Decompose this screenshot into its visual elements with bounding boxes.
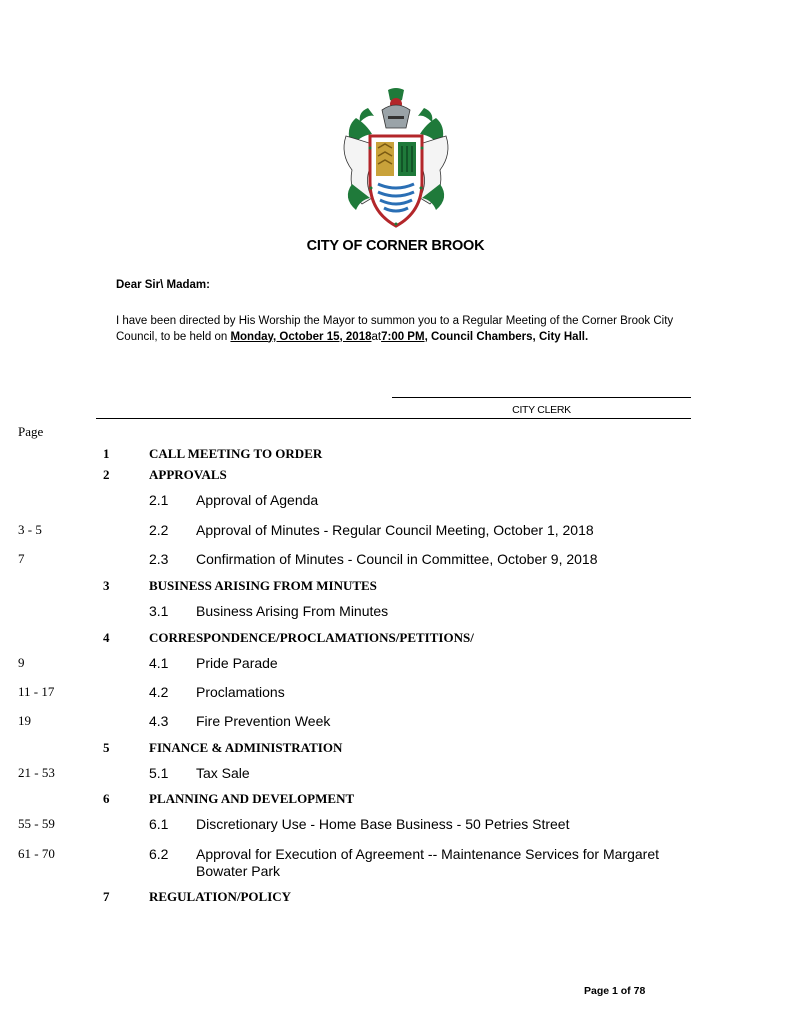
- signature-line: [392, 397, 691, 398]
- section-number: 4: [103, 630, 110, 645]
- section-title: BUSINESS ARISING FROM MINUTES: [149, 578, 377, 593]
- intro-paragraph: [116, 314, 676, 345]
- item-number: 6.2: [149, 846, 169, 862]
- page-column-header: Page: [18, 424, 44, 439]
- item-title: Approval of Minutes - Regular Council Meeting, October 1, 2018: [196, 522, 594, 538]
- item-title: Approval of Agenda: [196, 492, 319, 508]
- section-title: APPROVALS: [149, 467, 227, 482]
- meeting-location: , Council Chambers, City Hall.: [424, 330, 589, 343]
- item-title: Confirmation of Minutes - Council in Committee, October 9, 2018: [196, 551, 598, 567]
- item-title: Tax Sale: [196, 765, 250, 781]
- item-number: 3.1: [149, 603, 169, 619]
- item-page-range: 19: [18, 713, 31, 728]
- item-title: Pride Parade: [196, 655, 278, 671]
- page-title: CITY OF CORNER BROOK: [306, 238, 485, 254]
- divider: [96, 418, 691, 419]
- item-page-range: 9: [18, 655, 25, 670]
- item-number: 4.3: [149, 713, 169, 729]
- meeting-time: 7:00 PM: [381, 330, 425, 343]
- item-number: 6.1: [149, 816, 169, 832]
- item-page-range: 55 - 59: [18, 816, 55, 831]
- item-number: 4.2: [149, 684, 169, 700]
- section-title: FINANCE & ADMINISTRATION: [149, 740, 343, 755]
- section-number: 1: [103, 446, 110, 461]
- section-title: CORRESPONDENCE/PROCLAMATIONS/PETITIONS/: [149, 630, 474, 645]
- item-title: Fire Prevention Week: [196, 713, 331, 729]
- section-number: 2: [103, 467, 110, 482]
- intro-at: at: [371, 330, 382, 343]
- section-number: 3: [103, 578, 110, 593]
- page-footer: Page 1 of 78: [584, 985, 646, 997]
- item-title: Proclamations: [196, 684, 285, 700]
- city-crest-icon: [338, 88, 454, 236]
- item-title: Business Arising From Minutes: [196, 603, 389, 619]
- item-number: 2.1: [149, 492, 169, 508]
- item-title: Discretionary Use - Home Base Business - 50 Petries Street: [196, 816, 570, 832]
- section-number: 6: [103, 791, 110, 806]
- section-title: REGULATION/POLICY: [149, 889, 292, 904]
- section-number: 7: [103, 889, 110, 904]
- section-number: 5: [103, 740, 110, 755]
- item-number: 5.1: [149, 765, 169, 781]
- item-number: 2.2: [149, 522, 169, 538]
- city-clerk-label: CITY CLERK: [512, 404, 571, 416]
- item-title: Approval for Execution of Agreement -- Maintenance Services for Margaret Bowater Park: [196, 846, 659, 879]
- item-page-range: 61 - 70: [18, 846, 55, 861]
- salutation: Dear Sir\ Madam:: [116, 279, 210, 291]
- section-title: PLANNING AND DEVELOPMENT: [149, 791, 355, 806]
- section-title: CALL MEETING TO ORDER: [149, 446, 323, 461]
- meeting-date: Monday, October 15, 2018: [230, 330, 372, 343]
- item-page-range: 11 - 17: [18, 684, 55, 699]
- item-number: 2.3: [149, 551, 169, 567]
- item-number: 4.1: [149, 655, 169, 671]
- intro-text: I have been directed by His Worship the Mayor to summon you to a Regular Meeting of the Corner Brook City Council, to be held on: [116, 315, 674, 343]
- item-page-range: 7: [18, 551, 25, 566]
- item-page-range: 21 - 53: [18, 765, 55, 780]
- item-page-range: 3 - 5: [18, 522, 42, 537]
